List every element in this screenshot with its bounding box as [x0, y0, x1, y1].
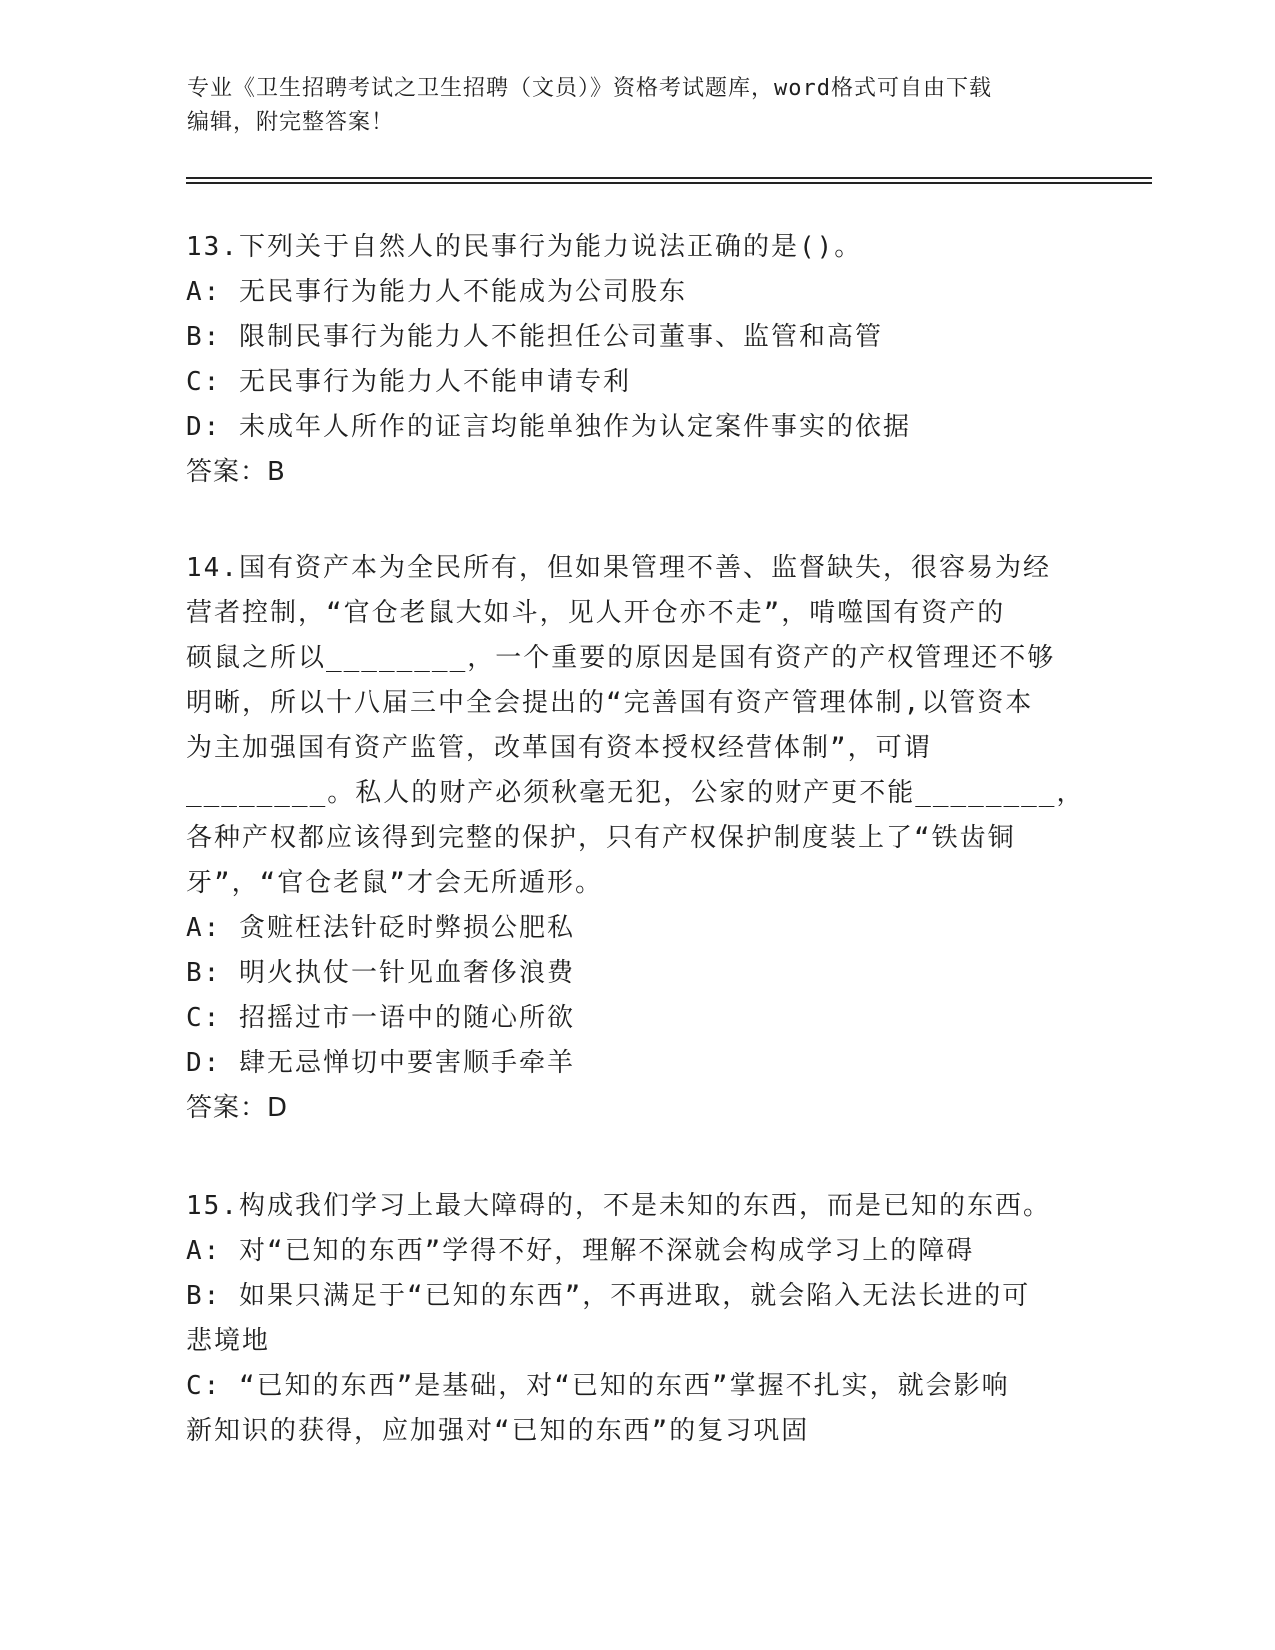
- option-c-continued: 新知识的获得，应加强对“已知的东西”的复习巩固: [186, 1416, 810, 1446]
- question-stem-line: 明晰，所以十八届三中全会提出的“完善国有资产管理体制,以管资本: [186, 688, 1034, 718]
- option-c: C: 无民事行为能力人不能申请专利: [186, 367, 631, 397]
- question-stem-line: ________。私人的财产必须秋毫无犯，公家的财产更不能________，: [186, 778, 1085, 808]
- option-a: A: 无民事行为能力人不能成为公司股东: [186, 277, 687, 307]
- option-b: B: 明火执仗一针见血奢侈浪费: [186, 958, 575, 988]
- option-d: D: 肆无忌惮切中要害顺手牵羊: [186, 1048, 575, 1078]
- header-line-2: 编辑，附完整答案！: [187, 110, 395, 135]
- option-d: D: 未成年人所作的证言均能单独作为认定案件事实的依据: [186, 412, 911, 442]
- question-stem-line: 牙”，“官仓老鼠”才会无所遁形。: [186, 868, 603, 898]
- answer: 答案：D: [186, 1093, 289, 1123]
- option-b: B: 如果只满足于“已知的东西”，不再进取，就会陷入无法长进的可: [186, 1281, 1031, 1311]
- question-stem-line: 营者控制，“官仓老鼠大如斗，见人开仓亦不走”，啃噬国有资产的: [186, 598, 1006, 628]
- option-c: C: “已知的东西”是基础，对“已知的东西”掌握不扎实，就会影响: [186, 1371, 1010, 1401]
- option-a: A: 对“已知的东西”学得不好，理解不深就会构成学习上的障碍: [186, 1236, 975, 1266]
- question-14: [186, 546, 1086, 1131]
- question-stem: 15.构成我们学习上最大障碍的，不是未知的东西，而是已知的东西。: [186, 1191, 1051, 1221]
- question-stem-line: 为主加强国有资产监管，改革国有资本授权经营体制”，可谓: [186, 733, 932, 763]
- question-stem-line: 硕鼠之所以________，一个重要的原因是国有资产的产权管理还不够: [186, 643, 1056, 673]
- header-line-1: 专业《卫生招聘考试之卫生招聘（文员）》资格考试题库，word格式可自由下载: [187, 76, 992, 101]
- option-b: B: 限制民事行为能力人不能担任公司董事、监管和高管: [186, 322, 883, 352]
- question-15: [186, 1184, 1086, 1454]
- document-header: [187, 72, 1087, 140]
- option-c: C: 招摇过市一语中的随心所欲: [186, 1003, 575, 1033]
- question-13: [186, 225, 1086, 495]
- option-a: A: 贪赃枉法针砭时弊损公肥私: [186, 913, 575, 943]
- question-stem-line: 各种产权都应该得到完整的保护，只有产权保护制度装上了“铁齿铜: [186, 823, 1016, 853]
- header-divider-top: [186, 177, 1152, 179]
- answer: 答案：B: [186, 457, 286, 487]
- question-stem: 13.下列关于自然人的民事行为能力说法正确的是()。: [186, 232, 863, 262]
- question-stem-line: 14.国有资产本为全民所有，但如果管理不善、监督缺失，很容易为经: [186, 553, 1051, 583]
- option-b-continued: 悲境地: [186, 1326, 271, 1356]
- header-divider-bottom: [186, 182, 1152, 184]
